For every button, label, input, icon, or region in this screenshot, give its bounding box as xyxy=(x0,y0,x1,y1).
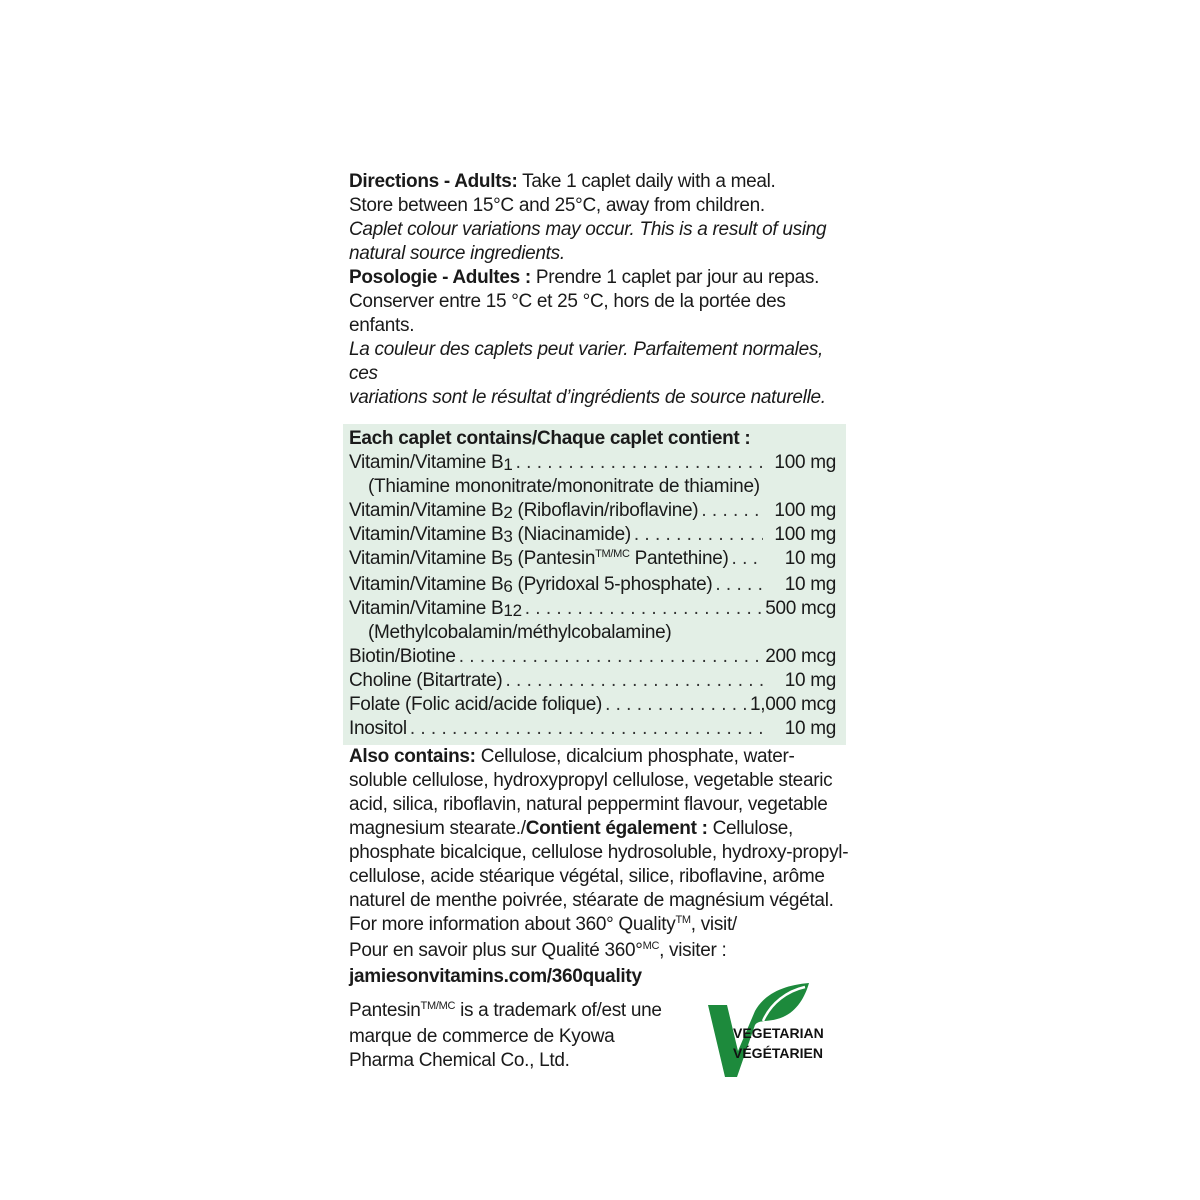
ingredient-source: (Niacinamide) xyxy=(512,524,631,545)
mc-sup: MC xyxy=(642,940,660,952)
ingredient-name-text: Vitamin/Vitamine B xyxy=(349,452,504,473)
more-info-en: For more information about 360° Quality xyxy=(349,914,676,935)
also-contains-text-en: Cellulose, dicalcium phosphate, water-soluble cellulose, hydroxypropyl cellulose, vegetable stearic acid, silica, riboflavin, natural peppermint flavour, vegetable magnesium stearate./ xyxy=(349,746,833,839)
ingredient-row xyxy=(349,547,836,573)
ingredient-row xyxy=(349,669,836,693)
ingredient-amount: 100 mg xyxy=(774,500,836,521)
ingredients-panel xyxy=(343,424,846,745)
vitamin-number: 2 xyxy=(503,503,513,522)
leader-dots xyxy=(410,717,763,741)
vitamin-number: 12 xyxy=(503,601,522,620)
website-url: jamiesonvitamins.com/360quality xyxy=(349,966,642,987)
trademark-text: is a trademark of/est une marque de commerce de Kyowa Pharma Chemical Co., Ltd. xyxy=(349,1000,662,1071)
leader-dots xyxy=(459,645,763,669)
ingredient-name-text: Inositol xyxy=(349,718,407,739)
more-info-fr: Pour en savoir plus sur Qualité 360° xyxy=(349,940,643,961)
vegetarian-text xyxy=(733,1023,824,1063)
ingredient-row xyxy=(349,597,836,621)
ingredient-name-text: Biotin/Biotine xyxy=(349,646,456,667)
ingredient-name-text: Vitamin/Vitamine B xyxy=(349,500,504,521)
colour-note-en-2: natural source ingredients. xyxy=(349,243,565,264)
ingredient-row xyxy=(349,573,836,597)
also-contains xyxy=(349,745,852,913)
footer xyxy=(349,999,852,1089)
product-label xyxy=(349,170,852,1089)
vitamin-number: 3 xyxy=(503,527,513,546)
storage-fr: Conserver entre 15 °C et 25 °C, hors de la portée des enfants. xyxy=(349,291,786,336)
vegetarian-en: VEGETARIAN xyxy=(733,1025,824,1041)
ingredient-amount: 100 mg xyxy=(774,524,836,545)
also-contains-text-fr: Cellulose, phosphate bicalcique, cellulose hydrosoluble, hydroxy-propyl-cellulose, acide stéarique végétal, silice, riboflavine, arôme naturel de menthe poivrée, stéarate de magnésium végétal. xyxy=(349,818,849,911)
vegetarian-fr: VÉGÉTARIEN xyxy=(733,1045,823,1061)
ingredient-name-text: Vitamin/Vitamine B xyxy=(349,598,504,619)
more-info xyxy=(349,913,852,989)
colour-note-en-1: Caplet colour variations may occur. This is a result of using xyxy=(349,219,827,240)
ingredient-name-text: Folate (Folic acid/acide folique) xyxy=(349,694,603,715)
ingredient-amount: 10 mg xyxy=(784,718,836,739)
trademark-notice xyxy=(349,999,679,1073)
leader-dots xyxy=(525,597,762,621)
vegetarian-badge xyxy=(705,981,845,1091)
ingredient-source: (Riboflavin/riboflavine) xyxy=(512,500,699,521)
ingredients-heading: Each caplet contains/Chaque caplet contient : xyxy=(349,428,751,449)
trademark-name: Pantesin xyxy=(349,1000,421,1021)
more-info-en-end: , visit/ xyxy=(690,914,737,935)
directions-en xyxy=(349,170,852,266)
ingredient-row xyxy=(349,693,836,717)
ingredient-row xyxy=(349,451,836,475)
ingredient-name xyxy=(349,547,729,573)
ingredient-name xyxy=(349,669,502,693)
ingredient-amount: 10 mg xyxy=(784,670,836,691)
ingredient-source: (Pyridoxal 5-phosphate) xyxy=(512,574,713,595)
ingredient-name-text: Choline (Bitartrate) xyxy=(349,670,503,691)
ingredient-name xyxy=(349,597,522,621)
directions-en-text: Take 1 caplet daily with a meal. xyxy=(517,171,776,192)
vitamin-number: 6 xyxy=(503,577,513,596)
ingredient-name xyxy=(349,451,513,475)
ingredient-row xyxy=(349,499,836,523)
ingredient-name-text: Vitamin/Vitamine B xyxy=(349,548,504,569)
leader-dots xyxy=(634,523,763,547)
directions-en-heading: Directions - Adults: xyxy=(349,171,518,192)
also-contains-heading-fr: Contient également : xyxy=(525,818,708,839)
ingredient-amount: 10 mg xyxy=(784,574,836,595)
ingredient-amount: 200 mcg xyxy=(765,646,836,667)
trademark-sup: TM xyxy=(675,914,691,926)
ingredient-amount: 500 mcg xyxy=(765,598,836,619)
ingredient-row xyxy=(349,645,836,669)
also-contains-heading-en: Also contains: xyxy=(349,746,476,767)
leader-dots xyxy=(732,547,763,571)
ingredient-name xyxy=(349,717,407,741)
leader-dots xyxy=(505,669,763,693)
trademark-sup: TM/MC xyxy=(595,548,630,560)
colour-note-fr-1: La couleur des caplets peut varier. Parfaitement normales, ces xyxy=(349,339,824,384)
colour-note-fr-2: variations sont le résultat d’ingrédients de source naturelle. xyxy=(349,387,826,408)
directions-fr-heading: Posologie - Adultes : xyxy=(349,267,531,288)
storage-en: Store between 15°C and 25°C, away from children. xyxy=(349,195,765,216)
ingredient-source-end: Pantethine) xyxy=(629,548,729,569)
ingredient-name xyxy=(349,523,631,547)
ingredient-note: (Methylcobalamin/méthylcobalamine) xyxy=(368,622,672,643)
ingredients-list xyxy=(349,451,836,741)
more-info-fr-end: , visiter : xyxy=(659,940,727,961)
vitamin-number: 1 xyxy=(503,455,513,474)
leader-dots xyxy=(715,573,763,597)
ingredient-name xyxy=(349,499,698,523)
ingredient-row xyxy=(349,523,836,547)
directions-fr xyxy=(349,266,852,410)
ingredient-name-text: Vitamin/Vitamine B xyxy=(349,524,504,545)
ingredient-amount: 1,000 mcg xyxy=(749,694,836,715)
ingredient-amount: 100 mg xyxy=(774,452,836,473)
leader-dots xyxy=(605,693,747,717)
trademark-name-sup: TM/MC xyxy=(420,1000,456,1012)
ingredient-name xyxy=(349,693,602,717)
ingredient-name xyxy=(349,645,456,669)
leader-dots xyxy=(701,499,763,523)
ingredient-amount: 10 mg xyxy=(784,548,836,569)
ingredient-row xyxy=(349,717,836,741)
vitamin-number: 5 xyxy=(503,551,513,570)
ingredient-name-text: Vitamin/Vitamine B xyxy=(349,574,504,595)
leader-dots xyxy=(516,451,763,475)
ingredient-note: (Thiamine mononitrate/mononitrate de thiamine) xyxy=(368,476,760,497)
ingredient-name xyxy=(349,573,712,597)
ingredient-source: (Pantesin xyxy=(512,548,596,569)
directions-fr-text: Prendre 1 caplet par jour au repas. xyxy=(530,267,820,288)
